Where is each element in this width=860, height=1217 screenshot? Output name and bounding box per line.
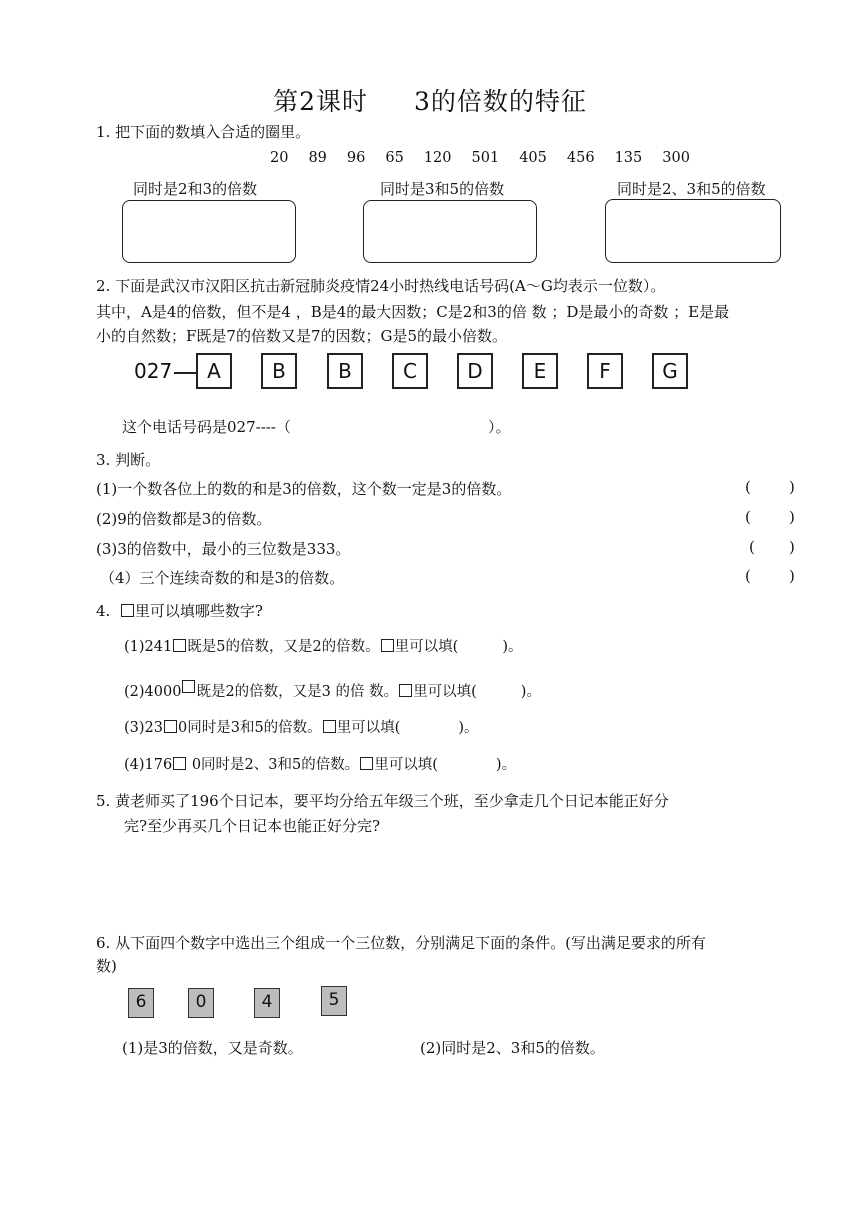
judge-paren-close-1: ) [789,478,795,496]
q4-item-4 [124,753,516,774]
q4-item-2-condition: 既是2的倍数，又是3 的倍 数。 [196,684,399,700]
number-item: 20 [270,150,289,166]
phone-prefix: 027 [134,359,173,383]
q6-sub-2: (2)同时是2、3和5的倍数。 [420,1039,605,1057]
blank-square-icon [399,684,412,697]
q1-number-list [270,150,710,166]
judge-paren-open-2: ( [745,508,751,526]
blank-square-icon [121,604,134,617]
digit-card-6: 6 [128,988,154,1018]
lesson-topic: 3的倍数的特征 [413,87,587,116]
q3-item-1: (1)一个数各位上的数的和是3的倍数，这个数一定是3的倍数。 [96,480,512,498]
digit-card-0: 0 [188,988,214,1018]
q3-item-3: (3)3的倍数中，最小的三位数是333。 [96,540,351,558]
q1-prompt: 1. 把下面的数填入合适的圈里。 [96,123,311,141]
q4-item-4-ask: 里可以填( [374,757,438,773]
phone-answer-label: 这个电话号码是027----（ [122,418,291,436]
q4-prompt-text: 里可以填哪些数字? [134,602,263,620]
q4-item-3-number: (3)23 [124,720,163,736]
q5-line-2: 完?至少再买几个日记本也能正好分完? [124,817,381,835]
q6-line-2: 数) [96,957,117,975]
q6-sub-1: (1)是3的倍数，又是奇数。 [122,1039,303,1057]
digit-box-b1: B [261,353,297,389]
q4-item-4-number: (4)176 [124,757,173,773]
answer-box-2-3-5[interactable] [605,199,781,263]
q4-item-1-close: )。 [502,639,523,655]
phone-answer-close: ）。 [488,418,511,436]
q4-item-3 [124,716,479,737]
judge-paren-open-1: ( [745,478,751,496]
q4-item-3-condition: 0同时是3和5的倍数。 [178,720,322,736]
q4-item-4-close: )。 [495,757,517,773]
number-item: 65 [385,150,404,166]
q4-item-3-ask: 里可以填( [336,720,401,736]
q4-item-1 [124,635,523,656]
digit-box-f: F [587,353,623,389]
q4-item-3-close: )。 [458,720,479,736]
blank-square-icon [323,720,336,733]
q2-line-1: 2. 下面是武汉市汉阳区抗击新冠肺炎疫情24小时热线电话号码(A～G均表示一位数）。 [96,277,666,295]
judge-paren-close-4: ) [789,567,795,585]
digit-box-d: D [457,353,493,389]
digit-box-b2: B [327,353,363,389]
q3-item-2: (2)9的倍数都是3的倍数。 [96,510,272,528]
number-item: 300 [662,150,690,166]
q4-item-2-number: (2)4000 [124,684,182,700]
q3-prompt: 3. 判断。 [96,451,161,469]
answer-box-3-5[interactable] [363,200,537,263]
number-item: 135 [614,150,643,166]
q4-item-2-close: )。 [520,684,541,700]
phone-dash [174,372,196,374]
blank-square-icon [164,720,177,733]
judge-paren-open-3: ( [749,538,755,556]
blank-square-icon [173,639,186,652]
digit-box-c: C [392,353,428,389]
q4-item-2-ask: 里可以填( [413,684,477,700]
digit-box-a: A [196,353,232,389]
q2-line-3: 小的自然数；F既是7的倍数又是7的因数；G是5的最小倍数。 [96,327,508,345]
q4-item-1-condition: 既是5的倍数，又是2的倍数。 [187,639,380,655]
number-item: 89 [308,150,327,166]
q6-line-1: 6. 从下面四个数字中选出三个组成一个三位数，分别满足下面的条件。(写出满足要求的所有 [96,934,706,952]
blank-square-icon [381,639,394,652]
number-item: 120 [423,150,452,166]
q2-line-2: 其中，A是4的倍数，但不是4 ，B是4的最大因数；C是2和3的倍 数 ；D是最小的奇数 ；E是最 [96,303,730,321]
number-item: 96 [346,150,366,166]
q4-item-2 [124,680,541,701]
category-label-2-3-5: 同时是2、3和5的倍数 [617,180,766,198]
blank-square-icon [360,757,373,770]
q4-prompt [96,600,263,621]
judge-paren-close-2: ) [789,508,795,526]
q4-item-1-number: (1)241 [124,639,173,655]
blank-square-icon [173,757,186,770]
q4-item-4-condition: 0同时是2、3和5的倍数。 [187,757,360,773]
q4-number: 4. [96,602,111,620]
blank-square-icon [182,680,195,693]
category-label-3-5: 同时是3和5的倍数 [380,180,505,198]
number-item: 501 [471,150,500,166]
q3-item-4: （4）三个连续奇数的和是3的倍数。 [100,569,345,587]
digit-card-4: 4 [254,988,280,1018]
number-item: 456 [566,150,595,166]
lesson-number: 第2课时 [273,87,368,116]
answer-box-2-3[interactable] [122,200,296,263]
page-title [0,82,860,118]
number-item: 405 [519,150,547,166]
digit-box-e: E [522,353,558,389]
judge-paren-open-4: ( [745,567,751,585]
q4-item-1-ask: 里可以填( [394,639,459,655]
digit-box-g: G [652,353,688,389]
digit-card-5: 5 [321,986,347,1016]
category-label-2-3: 同时是2和3的倍数 [133,180,258,198]
q5-line-1: 5. 黄老师买了196个日记本，要平均分给五年级三个班，至少拿走几个日记本能正好分 [96,792,669,810]
judge-paren-close-3: ) [789,538,795,556]
